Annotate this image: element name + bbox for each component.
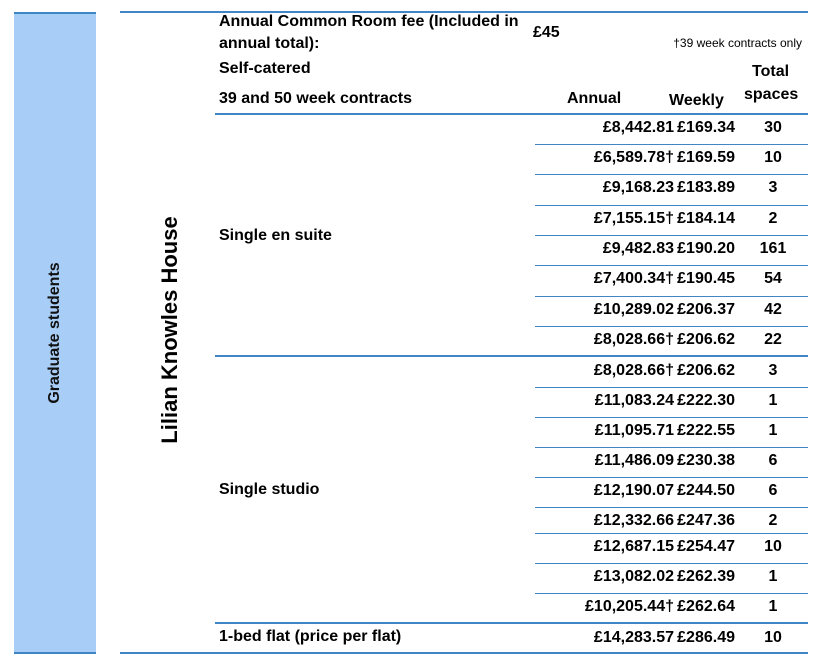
table-row	[535, 143, 808, 173]
annual-price: £6,589.78†	[593, 149, 674, 166]
total-spaces: 10	[764, 149, 782, 166]
total-spaces: 6	[768, 452, 778, 469]
fee-amount: £45	[533, 24, 560, 41]
table-row	[535, 173, 808, 203]
annual-price: £11,095.71	[594, 422, 674, 439]
annual-price: £7,400.34†	[593, 270, 674, 287]
fee-label-line2: annual total):	[219, 35, 320, 52]
weekly-price: £183.89	[677, 179, 735, 196]
weekly-price: £184.14	[677, 210, 735, 227]
table-row	[535, 295, 808, 325]
hall-name: Lilian Knowles House	[157, 216, 182, 444]
total-spaces: 1	[768, 598, 778, 615]
table-row	[535, 356, 808, 386]
table-row	[535, 204, 808, 234]
header-spaces-line1: Total	[752, 63, 790, 80]
annual-price: £8,442.81	[602, 119, 674, 136]
annual-price: £12,332.66	[593, 512, 674, 529]
weekly-price: £286.49	[677, 629, 735, 646]
table-row	[535, 446, 808, 476]
annual-price: £8,028.66†	[593, 362, 674, 379]
total-spaces: 1	[768, 568, 778, 585]
annual-price: £11,486.09	[594, 452, 674, 469]
weekly-price: £262.39	[677, 568, 735, 585]
table-row	[535, 416, 808, 446]
annual-price: £9,168.23	[602, 179, 674, 196]
total-spaces: 3	[768, 362, 778, 379]
header-weekly: Weekly	[669, 92, 724, 109]
annual-price: £13,082.02	[593, 568, 674, 585]
weekly-price: £262.64	[677, 598, 735, 615]
annual-price: £9,482.83	[602, 240, 674, 257]
total-spaces: 1	[768, 392, 778, 409]
table-row	[535, 476, 808, 506]
weekly-price: £190.45	[677, 270, 735, 287]
contracts-label: 39 and 50 week contracts	[219, 90, 412, 107]
total-spaces: 2	[768, 210, 778, 227]
contract-note: †39 week contracts only	[673, 36, 802, 50]
table-row	[535, 325, 808, 355]
table-row	[535, 562, 808, 592]
total-spaces: 10	[764, 538, 782, 555]
annual-price: £12,190.07	[593, 482, 674, 499]
total-spaces: 22	[764, 331, 782, 348]
weekly-price: £244.50	[677, 482, 735, 499]
total-spaces: 54	[764, 270, 782, 287]
weekly-price: £169.59	[677, 149, 735, 166]
total-spaces: 42	[764, 301, 782, 318]
weekly-price: £206.62	[677, 331, 735, 348]
table-row	[535, 623, 808, 653]
total-spaces: 161	[759, 240, 787, 257]
category-sidebar	[14, 12, 96, 654]
annual-price: £10,205.44†	[585, 598, 674, 615]
annual-price: £8,028.66†	[593, 331, 674, 348]
weekly-price: £169.34	[677, 119, 735, 136]
table-row	[535, 113, 808, 143]
table-row	[535, 532, 808, 562]
header-annual: Annual	[567, 90, 622, 107]
category-label: Graduate students	[46, 262, 63, 404]
weekly-price: £230.38	[677, 452, 735, 469]
room-type-label: Single studio	[219, 481, 320, 498]
weekly-price: £222.30	[677, 392, 735, 409]
fee-label-line1: Annual Common Room fee (Included in	[219, 13, 519, 30]
weekly-price: £222.55	[677, 422, 735, 439]
room-type-label: 1-bed flat (price per flat)	[219, 628, 402, 645]
weekly-price: £254.47	[677, 538, 735, 555]
total-spaces: 6	[768, 482, 778, 499]
catering-type: Self-catered	[219, 60, 311, 77]
weekly-price: £190.20	[677, 240, 735, 257]
weekly-price: £247.36	[677, 512, 735, 529]
annual-price: £14,283.57	[593, 629, 674, 646]
annual-price: £7,155.15†	[593, 210, 674, 227]
total-spaces: 3	[768, 179, 778, 196]
weekly-price: £206.62	[677, 362, 735, 379]
total-spaces: 2	[768, 512, 778, 529]
table-row	[535, 234, 808, 264]
total-spaces: 1	[768, 422, 778, 439]
table-row	[535, 592, 808, 622]
table-row	[535, 386, 808, 416]
total-spaces: 30	[764, 119, 782, 136]
annual-price: £11,083.24	[594, 392, 674, 409]
header-spaces-line2: spaces	[744, 86, 799, 103]
weekly-price: £206.37	[677, 301, 735, 318]
annual-price: £12,687.15	[593, 538, 674, 555]
annual-price: £10,289.02	[593, 301, 674, 318]
room-type-label: Single en suite	[219, 227, 332, 244]
total-spaces: 10	[764, 629, 782, 646]
table-row	[535, 264, 808, 294]
